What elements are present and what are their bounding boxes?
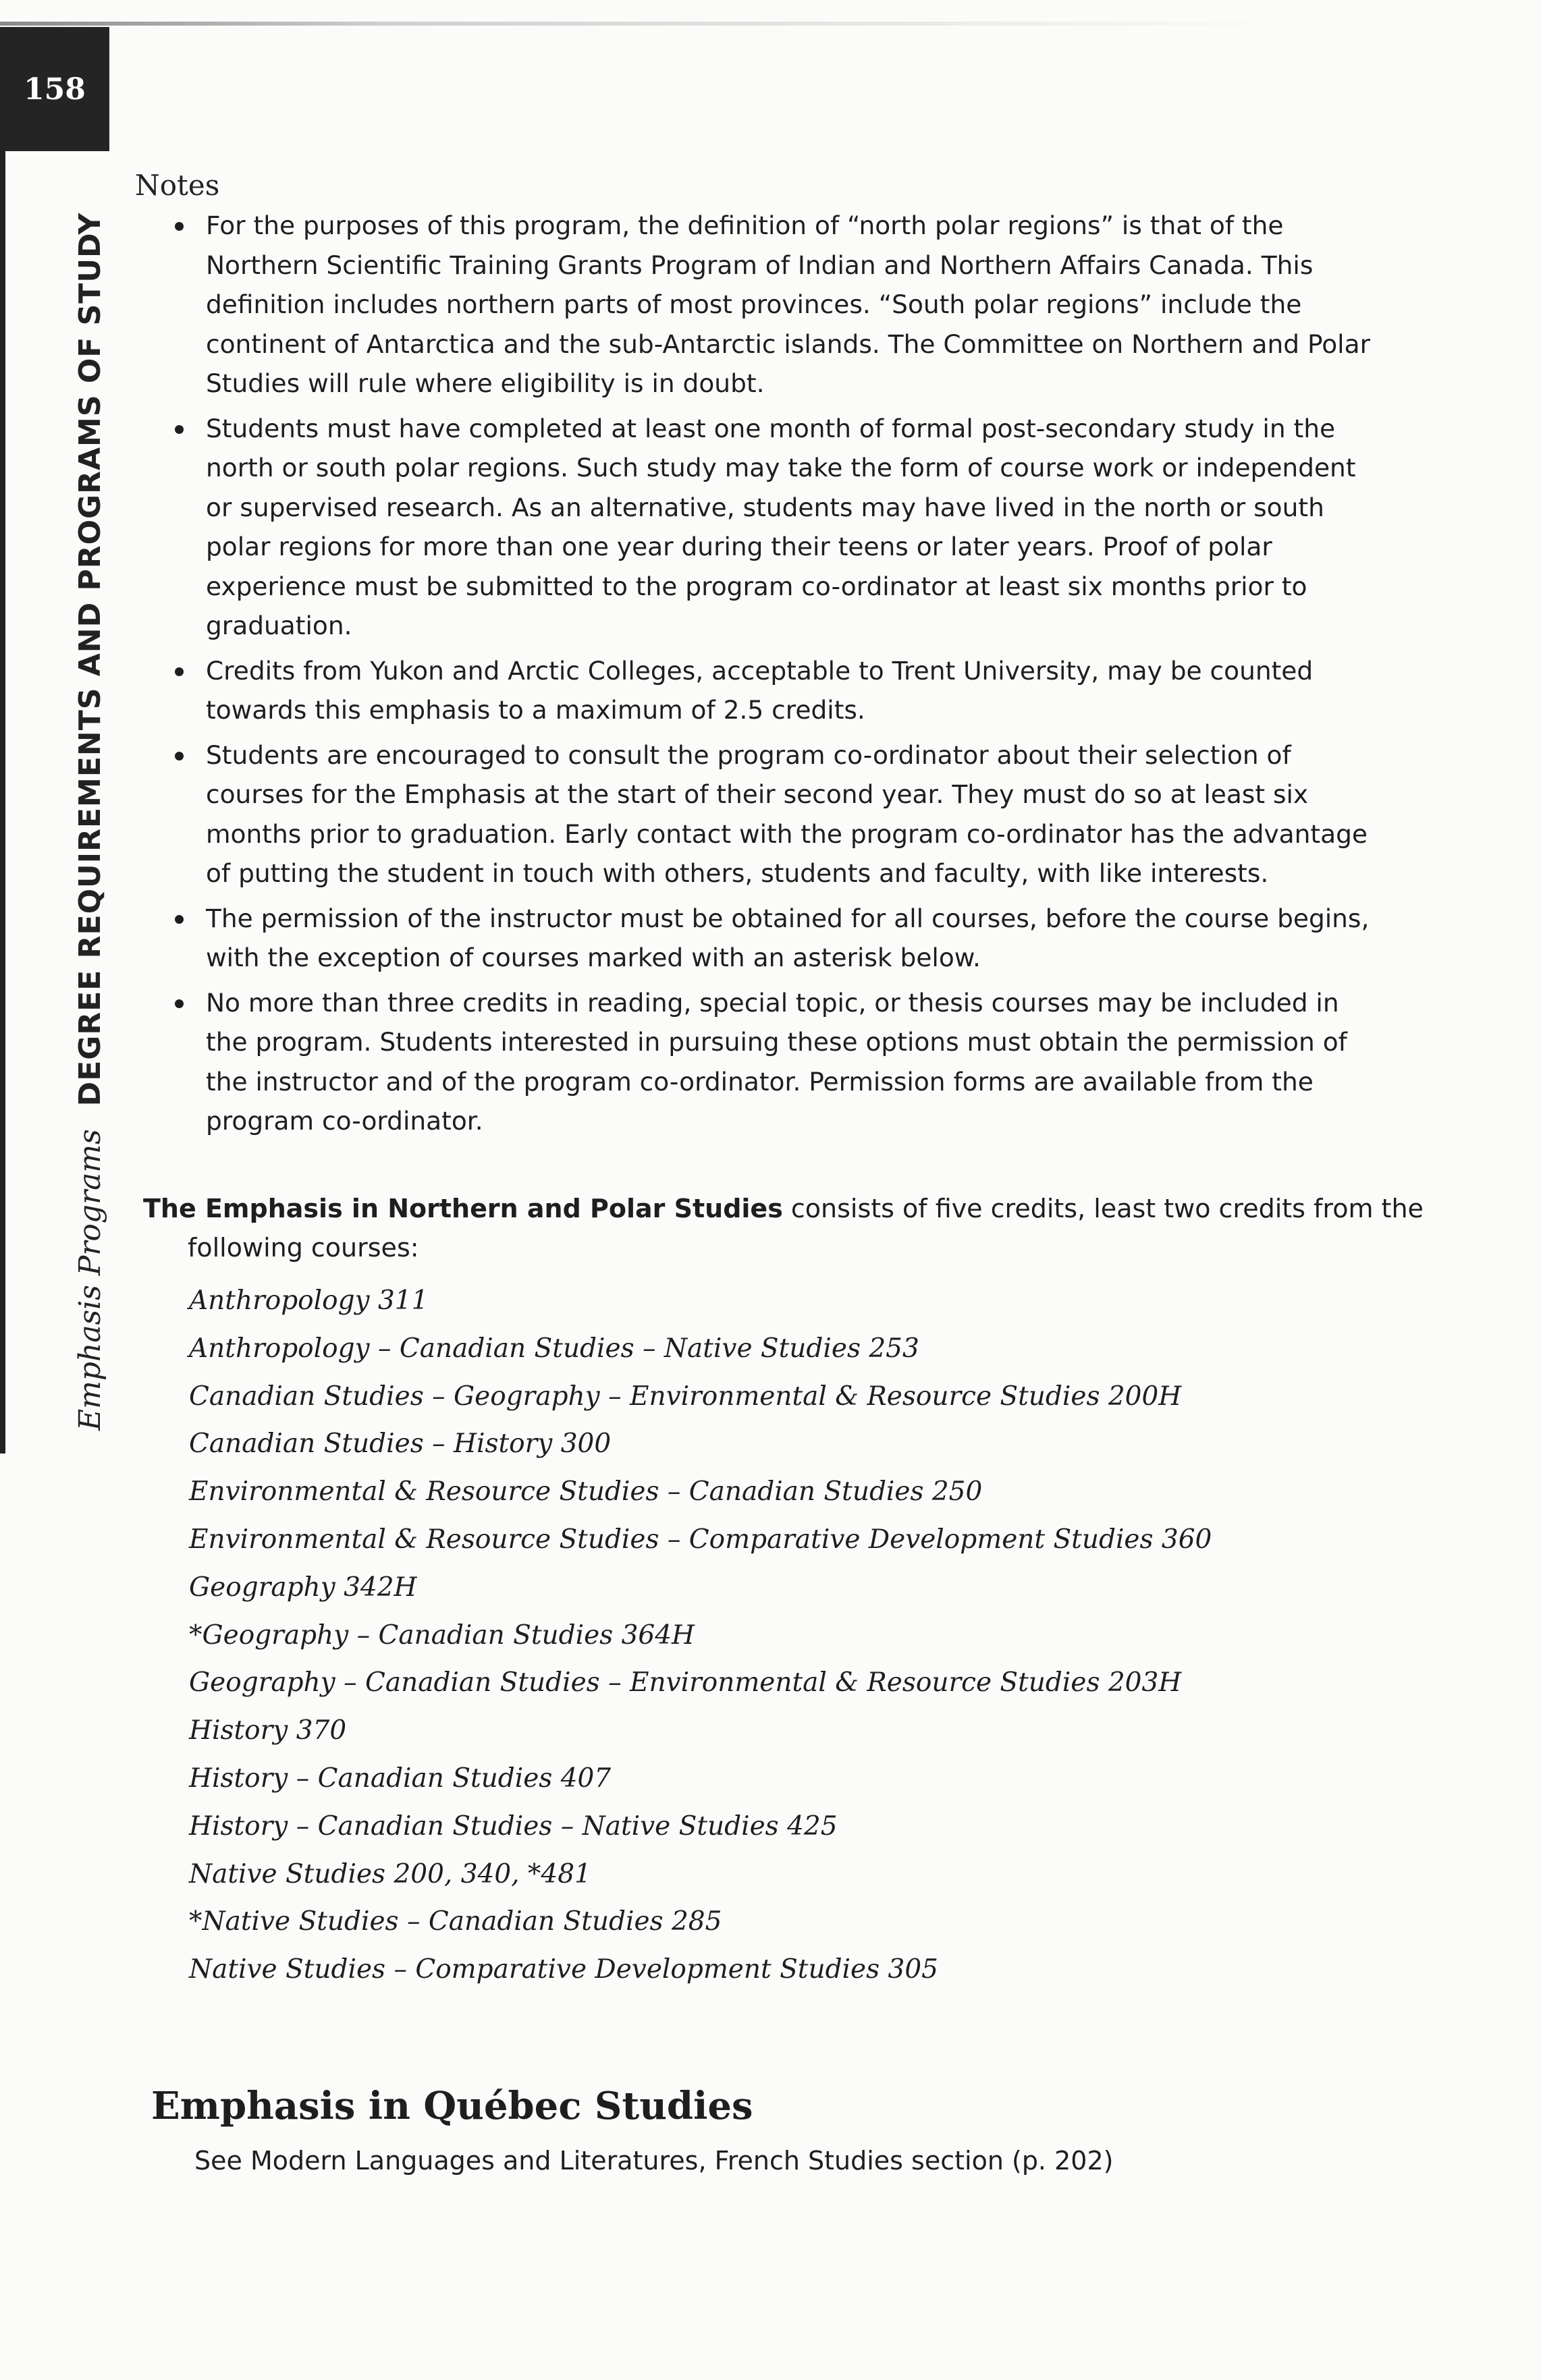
- course-item: *Geography – Canadian Studies 364H: [189, 1620, 695, 1651]
- course-item: History 370: [189, 1715, 347, 1746]
- note-item: Credits from Yukon and Arctic Colleges, acceptable to Trent University, may be counted towards this emphasis to a maximum of 2.5 credits.: [165, 651, 1380, 730]
- note-item: For the purposes of this program, the definition of “north polar regions” is that of the Northern Scientific Training Grants Program of Indian and Northern Affairs Canada. This definition includes northern parts of most provinces. “South polar regions” include the continent of Antarctica and the sub-Antarctic islands. The Committee on Northern and Polar Studies will rule where eligibility is in doubt.: [165, 206, 1380, 404]
- note-item: The permission of the instructor must be obtained for all courses, before the course begins, with the exception of courses marked with an asterisk below.: [165, 899, 1380, 978]
- emphasis-intro: [143, 1189, 1436, 1267]
- course-item: *Native Studies – Canadian Studies 285: [189, 1906, 722, 1937]
- course-list: [189, 1281, 1212, 1997]
- note-item: No more than three credits in reading, special topic, or thesis courses may be included in the program. Students interested in pursuing these options must obtain the permission of the instructor and of the program co-ordinator. Permission forms are available from the program co-ordinator.: [165, 983, 1380, 1141]
- page-number: 158: [24, 72, 86, 107]
- course-item: Environmental & Resource Studies – Comparative Development Studies 360: [189, 1524, 1212, 1555]
- course-item: History – Canadian Studies – Native Studies 425: [189, 1810, 838, 1842]
- course-item: History – Canadian Studies 407: [189, 1763, 612, 1794]
- course-item: Native Studies – Comparative Development Studies 305: [189, 1954, 938, 1985]
- course-item: Canadian Studies – Geography – Environmental & Resource Studies 200H: [189, 1381, 1182, 1412]
- side-section-label: Emphasis Programs: [73, 1129, 107, 1431]
- sidebar-rule: [0, 151, 5, 1454]
- notes-list: [165, 206, 1380, 1146]
- scan-top-edge: [0, 22, 1282, 26]
- course-item: Geography – Canadian Studies – Environmental & Resource Studies 203H: [189, 1667, 1182, 1698]
- emphasis-name: The Emphasis in Northern and Polar Studies: [143, 1194, 783, 1223]
- course-item: Anthropology 311: [189, 1285, 429, 1316]
- course-item: Canadian Studies – History 300: [189, 1429, 612, 1460]
- course-item: Environmental & Resource Studies – Canadian Studies 250: [189, 1476, 983, 1507]
- course-item: Geography 342H: [189, 1572, 417, 1603]
- course-item: Native Studies 200, 340, *481: [189, 1858, 591, 1889]
- side-running-head: [73, 212, 107, 1431]
- emphasis-description: consists of five credits, least two credits from the following courses:: [188, 1194, 1424, 1263]
- quebec-section-title: Emphasis in Québec Studies: [151, 2084, 753, 2128]
- course-item: Anthropology – Canadian Studies – Native Studies 253: [189, 1333, 919, 1364]
- note-item: Students are encouraged to consult the program co-ordinator about their selection of courses for the Emphasis at the start of their second year. They must do so at least six months prior to graduation. Early contact with the program co-ordinator has the advantage of putting the student in touch with others, students and faculty, with like interests.: [165, 736, 1380, 893]
- quebec-cross-reference: See Modern Languages and Literatures, French Studies section (p. 202): [194, 2146, 1114, 2176]
- note-item: Students must have completed at least one month of formal post-secondary study in the north or south polar regions. Such study may take the form of course work or independent or supervised research. As an alternative, students may have lived in the north or south polar regions for more than one year during their teens or later years. Proof of polar experience must be submitted to the program co-ordinator at least six months prior to graduation.: [165, 409, 1380, 646]
- side-chapter-label: DEGREE REQUIREMENTS AND PROGRAMS OF STUDY: [73, 212, 107, 1107]
- notes-heading: Notes: [135, 169, 220, 202]
